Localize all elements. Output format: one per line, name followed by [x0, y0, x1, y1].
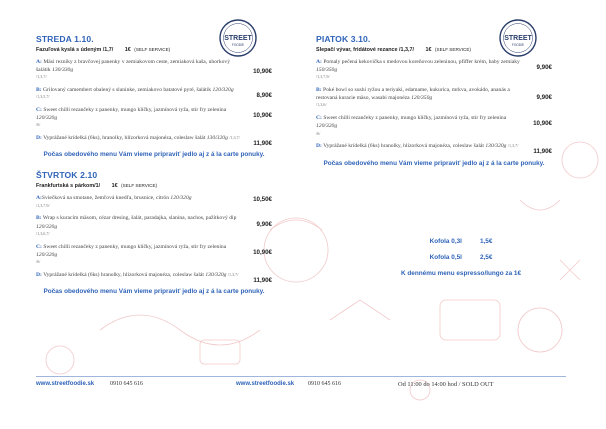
soup-note: (SELF SERVICE) [121, 183, 158, 189]
item-weight: 130/320g [206, 135, 228, 142]
a-la-carte-note: Počas obedového menu Vám vieme pripraviť jedlo aj z á la carte ponuky. [323, 159, 545, 167]
item-letter: A: [316, 59, 322, 65]
item-text: Sweet chilli rezančeky z panenky, mungo klíčky, jazmínová ryža, stir fry zelenina [43, 107, 227, 114]
item-allergens: /1,3,7,9/ [36, 202, 50, 208]
item-text: Poké bowl so sushi ryžou a teriyaki, edamame, kukurica, mrkva, avokádo, ananás a restovaná kuracie mäso, wasabi majonéza [316, 87, 510, 102]
item-weight: 120/320g [170, 195, 192, 202]
item-weight: 130/320g [205, 271, 227, 278]
item-text: Pomaly pečená kekovička s medovou koreňovou zeleninou, pfiffer krém, baby zemiaky [323, 59, 520, 65]
item-price: 10,50€ [253, 196, 272, 204]
menu-item [316, 58, 552, 80]
item-price: 10,90€ [253, 68, 272, 75]
item-allergens: /1,3,7,9/ [316, 74, 330, 80]
item-letter: D: [36, 135, 42, 142]
drink-row [376, 254, 546, 261]
item-letter: B: [36, 87, 42, 94]
day-block [36, 34, 272, 158]
item-text: Vyprážané krídelká (6ks) hranolky, hlízorková majonéza, coleslaw šalát [323, 143, 484, 150]
menu-left-column [36, 34, 272, 295]
drink-price: 2,5€ [479, 254, 493, 261]
item-allergens: /1,3,7/ [227, 271, 239, 277]
menu-right-column [316, 34, 552, 167]
soup-note: (SELF SERVICE) [435, 47, 471, 52]
menu-item [36, 214, 272, 236]
phone-number: 0910 645 616 [110, 381, 143, 387]
item-price: 10,90€ [253, 112, 272, 120]
soup-price: 1€ [111, 183, 118, 190]
item-allergens: /1,3,7/ [36, 74, 47, 80]
soup-line [36, 47, 272, 53]
a-la-carte-note: Počas obedového menu Vám vieme pripraviť jedlo aj z á la carte ponuky. [43, 287, 265, 295]
menu-item [36, 86, 272, 100]
drinks-box [376, 238, 546, 277]
item-text: Vyprážané krídelká (6ks), hranolky, hlízorková majonéza, coleslaw šalát [43, 135, 206, 142]
item-letter: B: [36, 215, 42, 222]
item-allergens: /6/ [36, 122, 41, 128]
item-letter: C: [36, 107, 42, 114]
day-title: STREDA 1.10. [36, 34, 94, 44]
footer-divider [36, 376, 566, 377]
menu-item [36, 194, 272, 208]
website-link[interactable]: www.streetfoodie.sk [236, 381, 295, 387]
item-letter: D: [36, 271, 42, 278]
item-allergens: /1,3,7/ [229, 135, 240, 141]
item-weight: 120/320g [36, 223, 58, 230]
svg-text:FOODIE: FOODIE [511, 43, 525, 47]
item-price: 9,90€ [256, 221, 272, 229]
menu-item [36, 106, 272, 128]
svg-text:STREET: STREET [504, 35, 532, 42]
item-weight: 130/320g [485, 143, 507, 150]
day-block [36, 170, 272, 294]
footer [36, 381, 566, 395]
soup-name: Frankfurtská s párkom/1/ [36, 183, 101, 190]
svg-text:STREET: STREET [224, 35, 252, 42]
menu-item [316, 86, 552, 108]
menu-item [36, 271, 272, 284]
menu-item [316, 114, 552, 136]
soup-price: 1€ [124, 47, 131, 53]
soup-allergens: /1,3,7/ [399, 47, 415, 53]
item-weight: 120/320g [316, 123, 338, 130]
item-text: Mäsi rezníky z bravčovej panenky v zemiakovom ceste, zemiaková kaša, uhorkový šalátik [36, 59, 231, 74]
item-letter: A: [36, 195, 42, 202]
item-allergens: /6/ [36, 258, 41, 264]
item-allergens: /1,3,5,7/ [36, 94, 50, 100]
soup-line [36, 183, 272, 189]
drink-label: Kofola 0,3l [429, 238, 462, 245]
soup-note: (SELF SERVICE) [134, 47, 171, 52]
item-text: Sweet chilli rezančeky z panenky, mungo klíčky, jazmínová ryža, stir fry zelenina [323, 115, 507, 122]
menu-item [316, 142, 552, 156]
item-weight: 120/320g [36, 115, 58, 122]
item-letter: C: [316, 115, 322, 122]
item-price: 11,90€ [253, 276, 272, 284]
day-title: PIATOK 3.10. [316, 34, 371, 44]
day-title: ŠTVRTOK 2.10 [36, 170, 98, 181]
soup-price: 1€ [425, 47, 432, 53]
item-price: 11,90€ [253, 140, 272, 148]
opening-hours: Od 11:00 do 14:00 hod / SOLD OUT [398, 381, 494, 388]
item-price: 10,90€ [253, 248, 272, 256]
item-text: Vyprážané krídelká (6ks) hranolky, hlízorková majonéza, coleslaw šalát [43, 271, 204, 278]
item-text: Wrap s kuracím mäsom, cézar dresing, šalát, paradajka, slanina, nachos, pažítkový dip [42, 215, 237, 222]
menu-item [36, 58, 272, 80]
item-weight: 120/320g [36, 251, 58, 258]
item-letter: C: [36, 243, 42, 250]
item-letter: A: [36, 59, 42, 65]
soup-line [316, 47, 552, 53]
drink-price: 1,5€ [479, 238, 493, 245]
item-weight: 150/350g [316, 67, 338, 74]
item-allergens: /1,3,7/ [507, 143, 519, 149]
item-text: Grilovaný camembert obalený s slaninke, zemiakovo batatové pyré, šalátik [43, 87, 212, 94]
item-letter: D: [316, 143, 322, 150]
drink-label: Kofola 0,5l [429, 254, 462, 261]
item-weight: 130/330g [52, 67, 74, 74]
item-price: 9,90€ [536, 64, 552, 71]
soup-name: Fazuľová kyslá s údeným [36, 47, 102, 53]
phone-number: 0910 645 616 [308, 381, 341, 387]
item-allergens: /1,3,6,7/ [36, 230, 50, 236]
item-text: Sviečková na smotane, žemľová knedľa, brusnice, citrón [41, 195, 170, 202]
item-weight: 120/320g [212, 87, 234, 94]
item-price: 8,90€ [256, 92, 272, 100]
soup-allergens: /1,7/ [102, 47, 114, 53]
coffee-note: K dennému menu espresso/lungo za 1€ [400, 270, 522, 277]
item-letter: B: [316, 87, 322, 94]
item-allergens: /1,3,6/ [316, 102, 327, 108]
item-weight: 120/350g [411, 95, 433, 102]
drink-row [376, 238, 546, 245]
menu-item [36, 243, 272, 265]
svg-text:FOODIE: FOODIE [231, 43, 245, 47]
item-price: 10,90€ [533, 120, 552, 128]
item-price: 11,90€ [533, 148, 552, 156]
item-allergens: /6/ [316, 130, 321, 136]
website-link[interactable]: www.streetfoodie.sk [36, 381, 95, 387]
item-text: Sweet chilli rezančeky z panenky, mungo klíčky, jazmínová ryža, stir fry zelenina [43, 243, 227, 250]
a-la-carte-note: Počas obedového menu Vám vieme pripraviť jedlo aj z á la carte ponuky. [43, 151, 265, 159]
soup-name: Slepačí vývar, fridátové rezance [316, 47, 398, 53]
item-price: 9,90€ [536, 94, 552, 102]
menu-item [36, 134, 272, 148]
